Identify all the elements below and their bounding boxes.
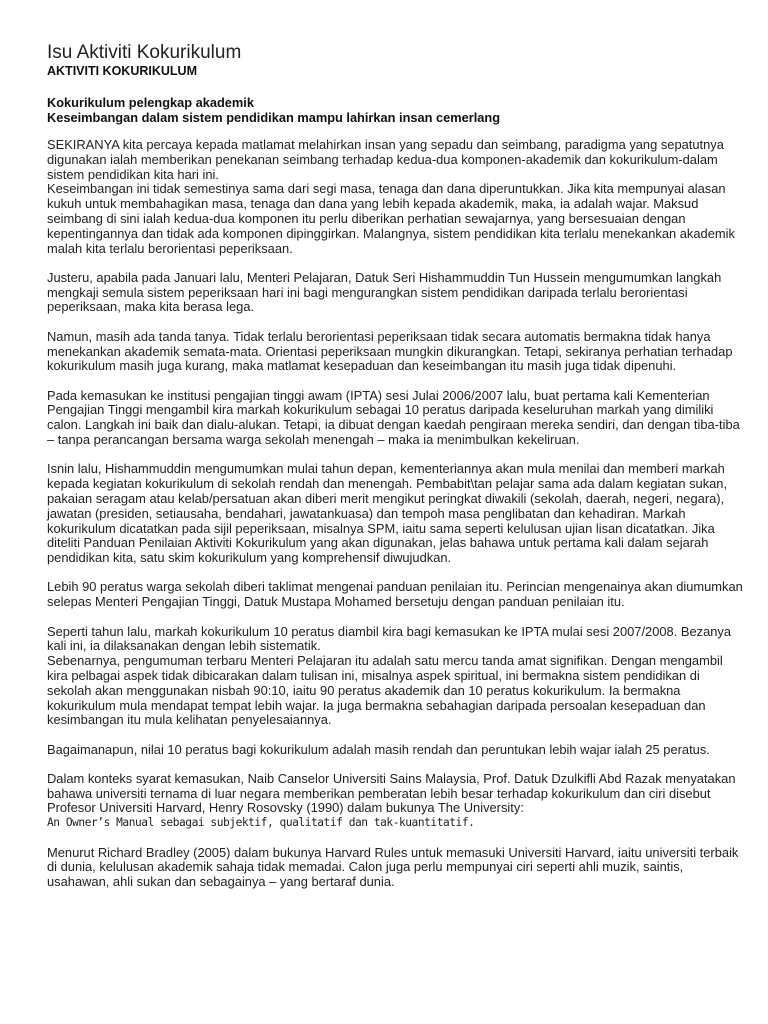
paragraph-5: Pada kemasukan ke institusi pengajian tinggi awam (IPTA) sesi Julai 2006/2007 lalu, buat pertama kali Kementerian Pengajian Tinggi mengambil kira markah kokurikulum sebagai 10 peratus daripada keseluruhan markah yang dimiliki calon. Langkah ini baik dan dialu-alukan. Tetapi, ia dibuat dengan kaedah pengiraan mereka sendiri, dan dengan tiba-tiba – tanpa perancangan bersama warga sekolah menengah – maka ia menimbulkan kekeliruan. [47,387,740,448]
paragraph-3: Justeru, apabila pada Januari lalu, Menteri Pelajaran, Datuk Seri Hishammuddin Tun Hussein mengumumkan langkah mengkaji semula sistem peperiksaan hari ini bagi mengurangkan sistem pendidikan daripada terlalu berorientasi peperiksaan, maka kita berasa lega. [47,269,722,315]
paragraph-12: Menurut Richard Bradley (2005) dalam bukunya Harvard Rules untuk memasuki Universiti Harvard, iaitu universiti terbaik di dunia, kelulusan akademik sahaja tidak memadai. Calon juga perlu mempunyai ciri seperti ahli muzik, saintis, usahawan, ahli sukan dan sebagainya – yang bertaraf dunia. [47,844,739,890]
paragraph-9: Sebenarnya, pengumuman terbaru Menteri Pelajaran itu adalah satu mercu tanda amat signifikan. Dengan mengambil kira pelbagai aspek tidak dibicarakan dalam tulisan ini, misalnya aspek spiritual, ini bermakna sistem pendidikan di sekolah akan menggunakan nisbah 90:10, iaitu 90 peratus akademik dan 10 peratus kokurikulum. Ia bermakna kokurikulum mula mendapat tempat lebih wajar. Ia juga bermakna sebahagian daripada persoalan kesepaduan dan kesimbangan itu mula kelihatan penyelesaiannya. [47,653,723,728]
document-page [47,42,747,890]
paragraph-11: Dalam konteks syarat kemasukan, Naib Canselor Universiti Sains Malaysia, Prof. Datuk Dzulkifli Abd Razak menyatakan bahawa universiti ternama di luar negara memberikan pemberatan lebih besar terhadap kokurikulum dan ciri disebut Profesor Universiti Harvard, Henry Rosovsky (1990) dalam bukunya The University: [47,770,736,816]
paragraph-6: Isnin lalu, Hishammuddin mengumumkan mulai tahun depan, kementeriannya akan mula menilai dan memberi markah kepada kegiatan kokurikulum di sekolah rendah dan menengah. Pembabit\tan pelajar sama ada dalam kegiatan sukan, pakaian seragam atau kelab/persatuan akan diberi merit mengikut peringkat diwakili (sekolah, daerah, negeri, negara), jawatan (presiden, setiausaha, bendahari, jawatankuasa) dan tempoh masa penglibatan dan kehadiran. Markah kokurikulum dicatatkan pada sijil peperiksaan, misalnya SPM, iaitu sama seperti kelulusan ujian lisan dicatatkan. Jika diteliti Panduan Penilaian Aktiviti Kokurikulum yang akan digunakan, jelas bahawa untuk pertama kali dalam sejarah pendidikan kita, satu skim kokurikulum yang komprehensif diwujudkan. [47,461,728,566]
paragraph-1: SEKIRANYA kita percaya kepada matlamat melahirkan insan yang sepadu dan seimbang, paradigma yang sepatutnya digunakan ialah memberikan penekanan seimbang terhadap kedua-dua komponen-akademik dan kokurikulum-dalam sistem pendidikan kita hari ini. [47,137,724,182]
paragraph-10: Bagaimanapun, nilai 10 peratus bagi kokurikulum adalah masih rendah dan peruntukan lebih wajar ialah 25 peratus. [47,741,710,757]
document-title: Isu Aktiviti Kokurikulum [47,42,242,63]
paragraph-11-continuation: An Owner’s Manual sebagai subjektif, qualitatif dan tak-kuantitatif. [47,816,475,830]
section-title: AKTIVITI KOKURIKULUM [47,64,197,78]
article-subheading-2: Keseimbangan dalam sistem pendidikan mampu lahirkan insan cemerlang [47,110,501,125]
paragraph-8: Seperti tahun lalu, markah kokurikulum 10 peratus diambil kira bagi kemasukan ke IPTA mulai sesi 2007/2008. Bezanya kali ini, ia dilaksanakan dengan lebih sistematik. [47,623,732,654]
article-subheading-1: Kokurikulum pelengkap akademik [47,95,254,110]
paragraph-4: Namun, masih ada tanda tanya. Tidak terlalu berorientasi peperiksaan tidak secara automatis bermakna tidak hanya menekankan akademik semata-mata. Orientasi peperiksaan mungkin dikurangkan. Tetapi, sekiranya perhatian terhadap kokurikulum masih juga kurang, maka matlamat kesepaduan dan keseimbangan itu masih juga tidak dipenuhi. [47,328,733,374]
paragraph-7: Lebih 90 peratus warga sekolah diberi taklimat mengenai panduan penilaian itu. Perincian mengenainya akan diumumkan selepas Menteri Pengajian Tinggi, Datuk Mustapa Mohamed bersetuju dengan panduan penilaian itu. [47,579,743,610]
paragraph-2: Keseimbangan ini tidak semestinya sama dari segi masa, tenaga dan dana diperuntukkan. Jika kita mempunyai alasan kukuh untuk membahagikan masa, tenaga dan dana yang lebih kepada akademik, maka, ia adalah wajar. Maksud seimbang di sini ialah kedua-dua komponen itu perlu diberikan perhatian sewajarnya, yang bersesuaian dengan kepentingannya dan tidak ada komponen dipinggirkan. Malangnya, sistem pendidikan kita terlalu menekankan akademik malah kita terlalu berorientasi peperiksaan. [47,181,735,256]
